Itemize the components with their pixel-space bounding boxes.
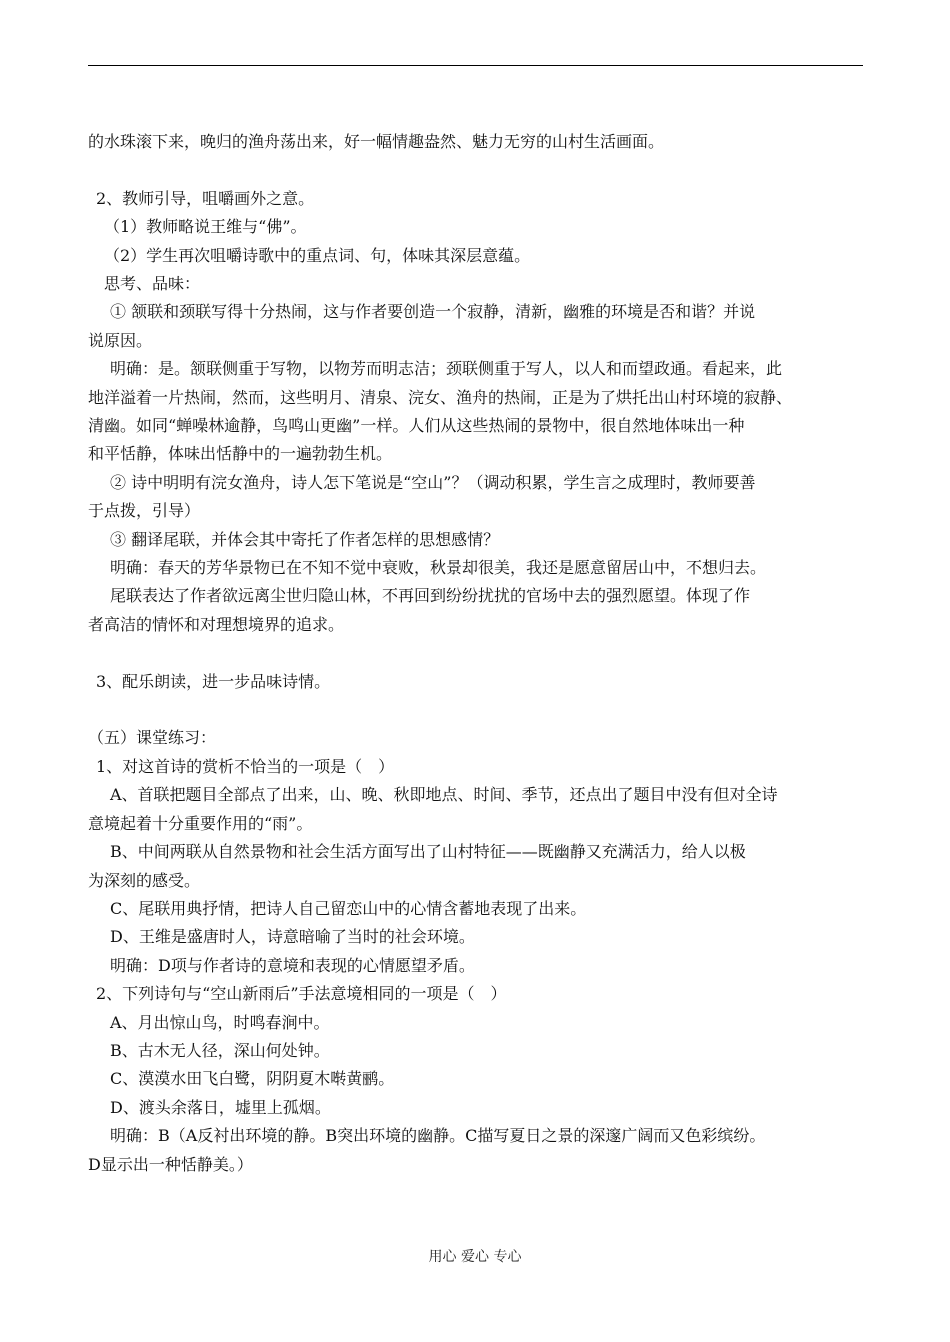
answer-line: 明确：春天的芳华景物已在不知不觉中衰败，秋景却很美，我还是愿意留居山中，不想归去。 xyxy=(110,558,767,578)
paragraph-line: 的水珠滚下来，晚归的渔舟荡出来，好一幅情趣盎然、魅力无穷的山村生活画面。 xyxy=(88,132,665,151)
question-line: ② 诗中明明有浣女渔舟，诗人怎下笔说是“空山”？（调动积累，学生言之成理时，教师要善 xyxy=(110,472,756,492)
subheading: 思考、品味： xyxy=(104,274,201,294)
paragraph-line: 于点拨，引导） xyxy=(88,501,201,521)
question-line: ① 颔联和颈联写得十分热闹，这与作者要创造一个寂静，清新，幽雅的环境是否和谐？并说 xyxy=(110,302,756,322)
exercise-option: B、古木无人径，深山何处钟。 xyxy=(110,1040,330,1060)
blank-line xyxy=(88,156,866,184)
question-line: ③ 翻译尾联，并体会其中寄托了作者怎样的思想感情？ xyxy=(110,529,500,549)
blank-line xyxy=(88,696,866,724)
paragraph-line: 尾联表达了作者欲远离尘世归隐山林，不再回到纷纷扰扰的官场中去的强烈愿望。体现了作 xyxy=(110,586,751,606)
exercise-option: A、首联把题目全部点了出来，山、晚、秋即地点、时间、季节，还点出了题目中没有但对全诗 xyxy=(110,785,778,805)
paragraph-line: 说原因。 xyxy=(88,330,153,350)
blank-line xyxy=(88,639,866,667)
paragraph-line: 和平恬静，体味出恬静中的一遍勃勃生机。 xyxy=(88,444,393,464)
paragraph-line: 地洋溢着一片热闹，然而，这些明月、清泉、浣女、渔舟的热闹，正是为了烘托出山村环境的寂静、 xyxy=(88,387,793,407)
paragraph-line: 清幽。如同“蝉噪林逾静，鸟鸣山更幽”一样。人们从这些热闹的景物中，很自然地体味出一种 xyxy=(88,416,745,436)
exercise-option: D、渡头余落日，墟里上孤烟。 xyxy=(110,1097,331,1117)
exercise-option: C、漠漠水田飞白鹭，阴阴夏木啭黄鹂。 xyxy=(110,1069,395,1089)
exercise-option: B、中间两联从自然景物和社会生活方面写出了山村特征——既幽静又充满活力，给人以极 xyxy=(110,842,746,862)
exercise-option: C、尾联用典抒情，把诗人自己留恋山中的心情含蓄地表现了出来。 xyxy=(110,898,587,918)
exercise-option: A、月出惊山鸟，时鸣春涧中。 xyxy=(110,1012,330,1032)
paragraph-line: 者高洁的情怀和对理想境界的追求。 xyxy=(88,614,345,634)
exercise-option: D、王维是盛唐时人，诗意暗喻了当时的社会环境。 xyxy=(110,927,475,947)
paragraph-line: 为深刻的感受。 xyxy=(88,870,201,890)
page-footer: 用心 爱心 专心 xyxy=(428,1249,522,1265)
exercise-question: 2、下列诗句与“空山新雨后”手法意境相同的一项是（ ） xyxy=(96,984,507,1004)
answer-line: 明确：D项与作者诗的意境和表现的心情愿望矛盾。 xyxy=(110,955,475,975)
list-item: （1）教师略说王维与“佛”。 xyxy=(104,217,307,237)
section-heading: 3、配乐朗读，进一步品味诗情。 xyxy=(96,671,331,691)
paragraph-line: D显示出一种恬静美。） xyxy=(88,1154,253,1174)
paragraph-line: 意境起着十分重要作用的“雨”。 xyxy=(88,813,313,833)
list-item: （2）学生再次咀嚼诗歌中的重点词、句，体味其深层意蕴。 xyxy=(104,245,531,265)
document-body xyxy=(88,128,866,1179)
section-heading: （五）课堂练习： xyxy=(88,728,217,748)
section-heading: 2、教师引导，咀嚼画外之意。 xyxy=(96,188,315,208)
header-rule xyxy=(88,65,863,66)
answer-line: 明确：是。颔联侧重于写物，以物芳而明志洁；颈联侧重于写人，以人和而望政通。看起来，此 xyxy=(110,359,783,379)
answer-line: 明确：B（A反衬出环境的静。B突出环境的幽静。C描写夏日之景的深邃广阔而又色彩缤纷。 xyxy=(110,1126,766,1146)
exercise-question: 1、对这首诗的赏析不恰当的一项是（ ） xyxy=(96,756,395,776)
